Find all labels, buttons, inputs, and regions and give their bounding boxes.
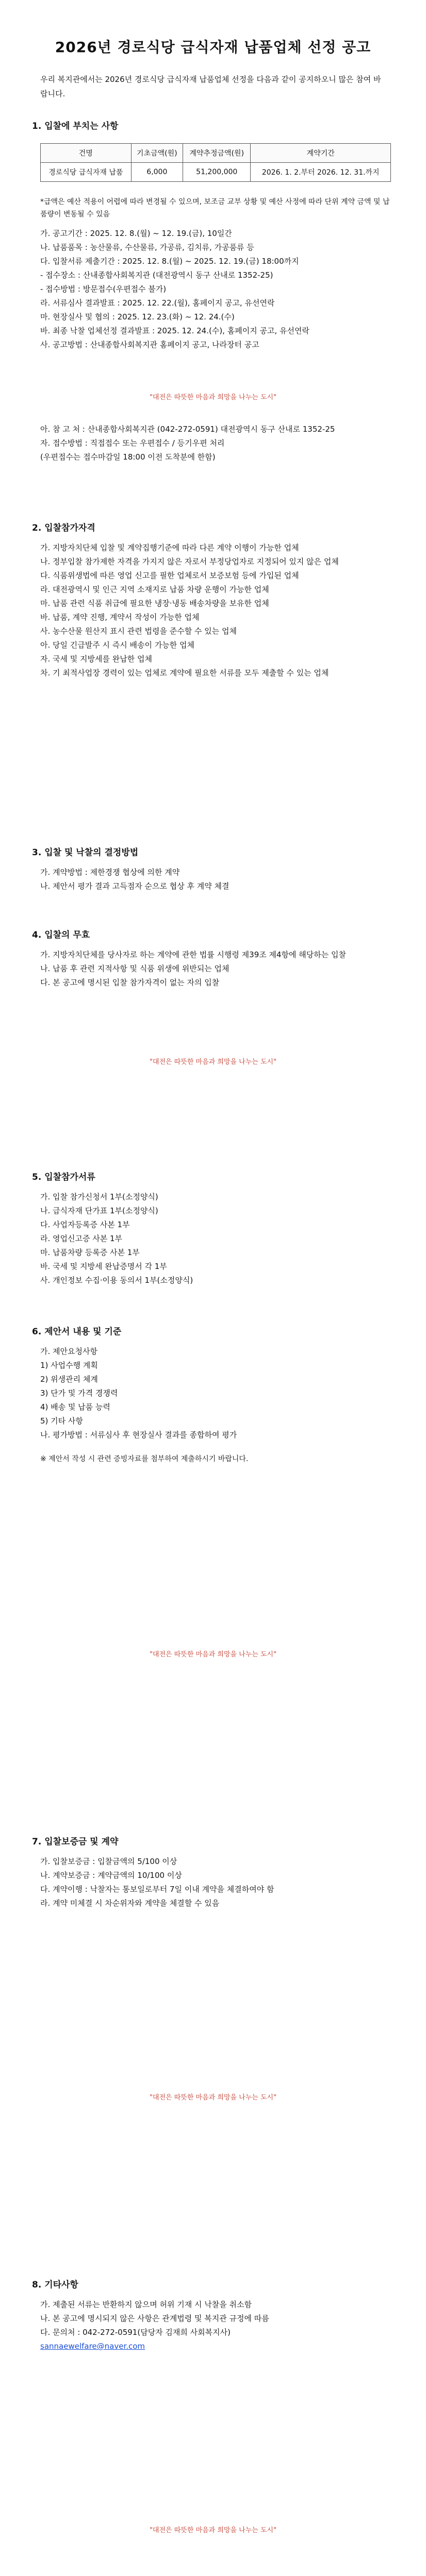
table-cell: 51,200,000: [183, 163, 251, 182]
list-item: 다. 사업자등록증 사본 1부: [40, 1220, 130, 1229]
table-note: *급액은 예산 적용이 어렵에 따라 변경될 수 있으며, 보조금 교부 상황 및 예산 사정에 따라 단위 계약 금액 및 납품량이 변동될 수 있음: [40, 198, 390, 218]
list-item: 마. 납품차량 등록증 사본 1부: [40, 1248, 140, 1257]
watermark-text: "대전은 따뜻한 마음과 희망을 나누는 도시": [149, 2094, 277, 2102]
page-title: 2026년 경로식당 급식자재 납품업체 선정 공고: [55, 39, 371, 56]
contact-email-link[interactable]: sannaewelfare@naver.com: [40, 2342, 145, 2351]
section-4-title: 4. 입찰의 무효: [32, 930, 90, 940]
section-7-items: [40, 1855, 391, 1910]
list-item: 가. 공고기간 : 2025. 12. 8.(월) ~ 12. 19.(금), 10일간: [40, 229, 232, 238]
list-item: 아. 당일 긴급발주 시 즉시 배송이 가능한 업체: [40, 640, 194, 650]
list-item: 가. 지방자치단체를 당사자로 하는 계약에 관한 법률 시행령 제39조 제4항에 해당하는 입찰: [40, 950, 347, 959]
watermark-text: "대전은 따뜻한 마음과 희망을 나누는 도시": [149, 1058, 277, 1066]
list-item: 다. 입찰서류 제출기간 : 2025. 12. 8.(월) ~ 2025. 12. 19.(금) 18:00까지: [40, 257, 299, 266]
list-item: 3) 단가 및 가격 경쟁력: [40, 1388, 118, 1398]
list-item: 4) 배송 및 납품 능력: [40, 1402, 110, 1412]
list-item: 가. 제출된 서류는 반환하지 않으며 허위 기재 시 낙찰을 취소함: [40, 2300, 252, 2309]
list-item: 나. 납품품목 : 농산물류, 수산물류, 가공류, 김치류, 가공품류 등: [40, 243, 254, 252]
list-item: 나. 납품 후 관련 지적사항 및 식품 위생에 위반되는 업체: [40, 964, 230, 973]
section-1-extra: [40, 422, 391, 464]
list-item: 가. 입찰 참가신청서 1부(소정양식): [40, 1192, 158, 1201]
list-item: 나. 평가방법 : 서류심사 후 현장실사 결과를 종합하여 평가: [40, 1430, 237, 1439]
list-item: 다. 문의처 : 042-272-0591(담당자 김재희 사회복지사): [40, 2328, 231, 2337]
list-item: 나. 계약보증금 : 계약금액의 10/100 이상: [40, 1871, 182, 1880]
section-8-items: [40, 2298, 391, 2353]
section-8-title: 8. 기타사항: [32, 2280, 78, 2290]
table-cell: 6,000: [131, 163, 183, 182]
contact-email-line: [40, 2340, 391, 2353]
watermark-text: "대전은 따뜻한 마음과 희망을 나누는 도시": [149, 1651, 277, 1658]
list-item: - 접수방법 : 방문접수(우편접수 불가): [40, 284, 167, 294]
list-item: 자. 국세 및 지방세를 완납한 업체: [40, 654, 152, 664]
list-item: 다. 식품위생법에 따른 영업 신고를 필한 업체로서 보증보험 등에 가입된 업체: [40, 571, 299, 580]
section-2-title: 2. 입찰참가자격: [32, 523, 95, 533]
list-item: 나. 급식자재 단가표 1부(소정양식): [40, 1206, 158, 1215]
list-item: 다. 본 공고에 명시된 입찰 참가자격이 없는 자의 입찰: [40, 978, 220, 987]
list-item: 사. 공고방법 : 산내종합사회복지관 홈페이지 공고, 나라장터 공고: [40, 340, 259, 349]
intro-text: 우리 복지관에서는 2026년 경로식당 급식자재 납품업체 선정을 다음과 같이 공지하오니 많은 참여 바랍니다.: [40, 75, 381, 98]
list-item: 다. 계약이행 : 낙찰자는 통보일로부터 7일 이내 계약을 체결하여야 함: [40, 1885, 274, 1894]
table-cell: 2026. 1. 2.부터 2026. 12. 31.까지: [251, 163, 391, 182]
list-item: 차. 기 최적사업장 경력이 있는 업체로 계약에 필요한 서류를 모두 제출할 수 있는 업체: [40, 668, 329, 677]
list-item: 자. 접수방법 : 직접접수 또는 우편접수 / 등기우편 처리: [40, 438, 225, 448]
list-item: - 접수장소 : 산내종합사회복지관 (대전광역시 동구 산내로 1352-25): [40, 270, 273, 280]
table-row: [41, 163, 391, 182]
list-item: 1) 사업수행 계획: [40, 1361, 98, 1370]
section-1-title: 1. 입찰에 부치는 사항: [32, 121, 119, 131]
section-6-items: [40, 1345, 391, 1442]
list-item: 5) 기타 사항: [40, 1416, 83, 1426]
section-6-note: ※ 제안서 작성 시 관련 증빙자료를 첨부하여 제출하시기 바랍니다.: [40, 1455, 249, 1463]
list-item: 가. 제안요청사항: [40, 1347, 97, 1356]
bid-info-table: [40, 143, 391, 182]
list-item: 바. 최종 낙찰 업체선정 결과발표 : 2025. 12. 24.(수), 홈페이지 공고, 유선연락: [40, 326, 309, 335]
table-header: 건명: [41, 144, 132, 163]
list-item: 가. 입찰보증금 : 입찰금액의 5/100 이상: [40, 1857, 177, 1866]
table-cell: 경로식당 급식자재 납품: [41, 163, 132, 182]
list-item: 마. 납품 관련 식품 취급에 필요한 냉장·냉동 배송차량을 보유한 업체: [40, 599, 269, 608]
list-item: 나. 본 공고에 명시되지 않은 사항은 관계법령 및 복지관 규정에 따름: [40, 2314, 269, 2323]
list-item: 사. 개인정보 수집·이용 동의서 1부(소정양식): [40, 1276, 193, 1285]
list-item: 라. 서류심사 결과발표 : 2025. 12. 22.(월), 홈페이지 공고, 유선연락: [40, 298, 275, 308]
list-item: 나. 정부입찰 참가제한 자격을 가지지 않은 자로서 부정당업자로 지정되어 있지 않은 업체: [40, 557, 339, 566]
list-item: 사. 농수산물 원산지 표시 관련 법령을 준수할 수 있는 업체: [40, 626, 237, 636]
section-3-items: [40, 866, 391, 893]
list-item: (우편접수는 접수마감일 18:00 이전 도착분에 한함): [40, 452, 216, 462]
section-3-title: 3. 입찰 및 낙찰의 결정방법: [32, 848, 139, 858]
list-item: 나. 제안서 평가 결과 고득점자 순으로 협상 후 계약 체결: [40, 882, 230, 891]
section-5-items: [40, 1190, 391, 1287]
list-item: 가. 지방자치단체 입찰 및 계약집행기준에 따라 다른 계약 이행이 가능한 업체: [40, 543, 299, 552]
list-item: 마. 현장실사 및 협의 : 2025. 12. 23.(화) ~ 12. 24.(수): [40, 312, 235, 321]
watermark-text: "대전은 따뜻한 마음과 희망을 나누는 도시": [149, 394, 277, 401]
watermark-text: "대전은 따뜻한 마음과 희망을 나누는 도시": [149, 2527, 277, 2534]
section-5-title: 5. 입찰참가서류: [32, 1172, 95, 1182]
table-header: 계약추정금액(원): [183, 144, 251, 163]
list-item: 라. 대전광역시 및 인근 지역 소재지로 납품 차량 운행이 가능한 업체: [40, 585, 269, 594]
list-item: 바. 납품, 계약 진행, 계약서 작성이 가능한 업체: [40, 613, 200, 622]
list-item: 바. 국세 및 지방세 완납증명서 각 1부: [40, 1262, 167, 1271]
list-item: 아. 참 고 처 : 산내종합사회복지관 (042-272-0591) 대전광역시 동구 산내로 1352-25: [40, 425, 335, 434]
table-header: 계약기간: [251, 144, 391, 163]
table-header: 기초금액(원): [131, 144, 183, 163]
section-7-title: 7. 입찰보증금 및 계약: [32, 1837, 119, 1847]
list-item: 라. 영업신고증 사본 1부: [40, 1234, 123, 1243]
section-6-title: 6. 제안서 내용 및 기준: [32, 1327, 122, 1337]
list-item: 2) 위생관리 체계: [40, 1375, 98, 1384]
section-1-items: [40, 227, 391, 352]
list-item: 라. 계약 미체결 시 차순위자와 계약을 체결할 수 있음: [40, 1899, 220, 1908]
section-2-items: [40, 541, 391, 680]
list-item: 가. 계약방법 : 제한경쟁 협상에 의한 계약: [40, 868, 180, 877]
section-4-items: [40, 948, 391, 990]
